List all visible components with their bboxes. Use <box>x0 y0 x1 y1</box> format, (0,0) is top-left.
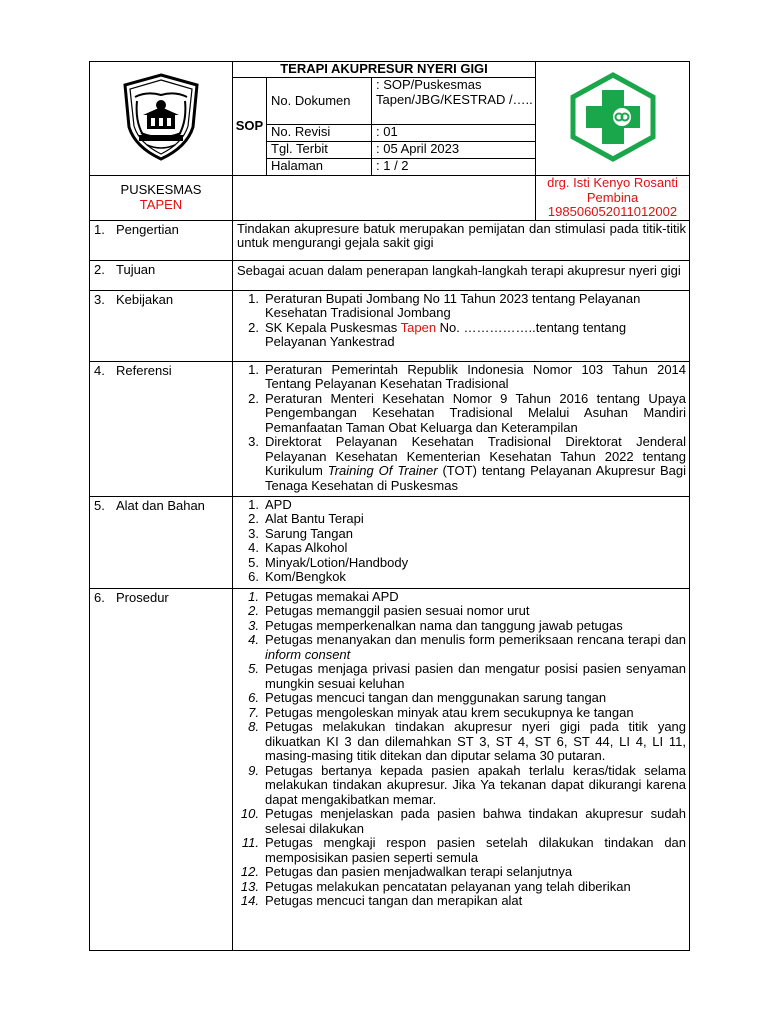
signer-nip: 198506052011012002 <box>547 204 678 219</box>
row-number: 6. <box>94 589 105 605</box>
field-value-no-dokumen: : SOP/Puskesmas Tapen/JBG/KESTRAD /….. <box>372 78 536 125</box>
row-content-pengertian: Tindakan akupresure batuk merupakan pemijatan dan stimulasi pada titik-titik untuk mengurangi gejala sakit gigi <box>233 220 690 260</box>
organization-name <box>90 176 233 221</box>
list-item: 3. Direktorat Pelayanan Kesehatan Tradisional Direktorat Jenderal Pelayanan Kesehatan Kementerian Kesehatan Tahun 2022 tentang Kurikulum Training Of Trainer (TOT) tentang Pelayanan Akupresur Bagi Tenaga Kesehatan di Puskesmas <box>248 434 687 493</box>
field-label-no-revisi: No. Revisi <box>267 125 372 142</box>
list-item: 1. APD <box>248 496 292 512</box>
list-item: 6. Kom/Bengkok <box>248 569 346 584</box>
puskesmas-logo-cell <box>536 62 690 176</box>
field-label-tgl-terbit: Tgl. Terbit <box>267 142 372 159</box>
list-item: 6. Petugas mencuci tangan dan menggunakan sarung tangan <box>248 690 607 705</box>
list-item: 8. Petugas melakukan tindakan akupresur nyeri gigi pada titik yang dikuatkan KI 3 dan dilemahkan ST 3, ST 4, ST 6, ST 44, LI 4, LI 11, masing-masing titik ditekan dan diputar selama 30 putaran. <box>248 719 687 763</box>
signer-block <box>536 176 690 221</box>
field-label-halaman: Halaman <box>267 159 372 176</box>
row-label-text: Pengertian <box>116 221 179 237</box>
regency-emblem-icon <box>117 71 205 163</box>
row-content-referensi <box>233 361 690 496</box>
sop-label: SOP <box>233 78 267 176</box>
list-item: 2. Peraturan Menteri Kesehatan Nomor 9 Tahun 2016 tentang Upaya Pengembangan Kesehatan Tradisional Melalui Asuhan Mandiri Pemanfaatan Taman Obat Keluarga dan Keterampilan <box>248 390 687 435</box>
row-label-text: Kebijakan <box>116 291 174 307</box>
row-number: 1. <box>94 221 105 237</box>
document-title: TERAPI AKUPRESUR NYERI GIGI <box>233 62 536 78</box>
row-label-kebijakan <box>90 290 233 361</box>
row-content-tujuan: Sebagai acuan dalam penerapan langkah-langkah terapi akupresur nyeri gigi <box>233 260 690 290</box>
row-label-tujuan <box>90 260 233 290</box>
list-item: 13. Petugas melakukan pencatatan pelayanan yang telah diberikan <box>240 878 631 894</box>
list-item: 7. Petugas mengoleskan minyak atau krem secukupnya ke tangan <box>248 704 634 720</box>
list-item: 3. Petugas memperkenalkan nama dan tanggung jawab petugas <box>248 617 623 633</box>
field-label-no-dokumen: No. Dokumen <box>267 78 372 125</box>
field-value-tgl-terbit: : 05 April 2023 <box>372 142 536 159</box>
list-item: 10. Petugas menjelaskan pada pasien bahwa tindakan akupresur sudah selesai dilakukan <box>240 806 687 836</box>
row-label-alat <box>90 496 233 588</box>
signer-name: drg. Isti Kenyo Rosanti <box>547 175 678 190</box>
row-number: 2. <box>94 261 105 277</box>
list-item: 2. Petugas memanggil pasien sesuai nomor urut <box>248 603 530 618</box>
list-item: 4. Petugas menanyakan dan menulis form pemeriksaan rencana terapi dan inform consent <box>248 632 687 662</box>
list-item: 2. Alat Bantu Terapi <box>248 511 364 526</box>
row-label-text: Referensi <box>116 362 172 378</box>
list-item: 1. Peraturan Pemerintah Republik Indonesia Nomor 103 Tahun 2014 Tentang Pelayanan Kesehatan Tradisional <box>248 361 687 391</box>
header-blank-cell <box>233 176 536 221</box>
list-item: 4. Kapas Alkohol <box>248 540 348 555</box>
list-item: 5. Petugas menjaga privasi pasien dan mengatur posisi pasien senyaman mungkin sesuai keluhan <box>248 661 687 691</box>
row-label-text: Alat dan Bahan <box>116 497 205 513</box>
row-label-prosedur <box>90 588 233 950</box>
sop-table <box>89 61 690 951</box>
list-item: 14. Petugas mencuci tangan dan merapikan alat <box>240 893 523 908</box>
list-item: 11. Petugas mengkaji respon pasien setelah dilakukan tindakan dan memposisikan pasien seperti semula <box>241 835 687 865</box>
list-item: 12. Petugas dan pasien menjadwalkan terapi selanjutnya <box>240 864 573 879</box>
sop-document <box>89 61 689 951</box>
list-item: 2. SK Kepala Puskesmas Tapen No. ……………..tentang tentang Pelayanan Yankestrad <box>248 319 627 349</box>
regency-emblem-cell <box>90 62 233 176</box>
row-label-referensi <box>90 361 233 496</box>
list-item: 1. Peraturan Bupati Jombang No 11 Tahun 2023 tentang Pelayanan Kesehatan Tradisional Jombang <box>248 290 641 320</box>
row-number: 4. <box>94 362 105 378</box>
list-item: 9. Petugas bertanya kepada pasien apakah terlalu keras/tidak selama melakukan tindakan akupresur. Jika Ya tekanan dapat dikurangi karena dapat mengakibatkan memar. <box>248 762 687 807</box>
list-item: 1. Petugas memakai APD <box>248 588 399 604</box>
field-value-halaman: : 1 / 2 <box>372 159 536 176</box>
org-line-2: TAPEN <box>139 196 183 212</box>
puskesmas-cross-logo-icon <box>564 72 662 162</box>
row-content-alat <box>233 496 690 588</box>
list-item: 5. Minyak/Lotion/Handbody <box>248 554 409 570</box>
row-content-kebijakan <box>233 290 690 361</box>
org-line-1: PUSKESMAS <box>120 182 202 198</box>
row-content-prosedur <box>233 588 690 950</box>
field-value-no-revisi: : 01 <box>372 125 536 142</box>
row-number: 5. <box>94 497 105 513</box>
row-label-text: Tujuan <box>116 261 156 277</box>
row-label-pengertian <box>90 220 233 260</box>
signer-rank: Pembina <box>586 189 639 205</box>
row-label-text: Prosedur <box>116 589 169 605</box>
list-item: 3. Sarung Tangan <box>248 525 353 541</box>
row-number: 3. <box>94 291 105 307</box>
